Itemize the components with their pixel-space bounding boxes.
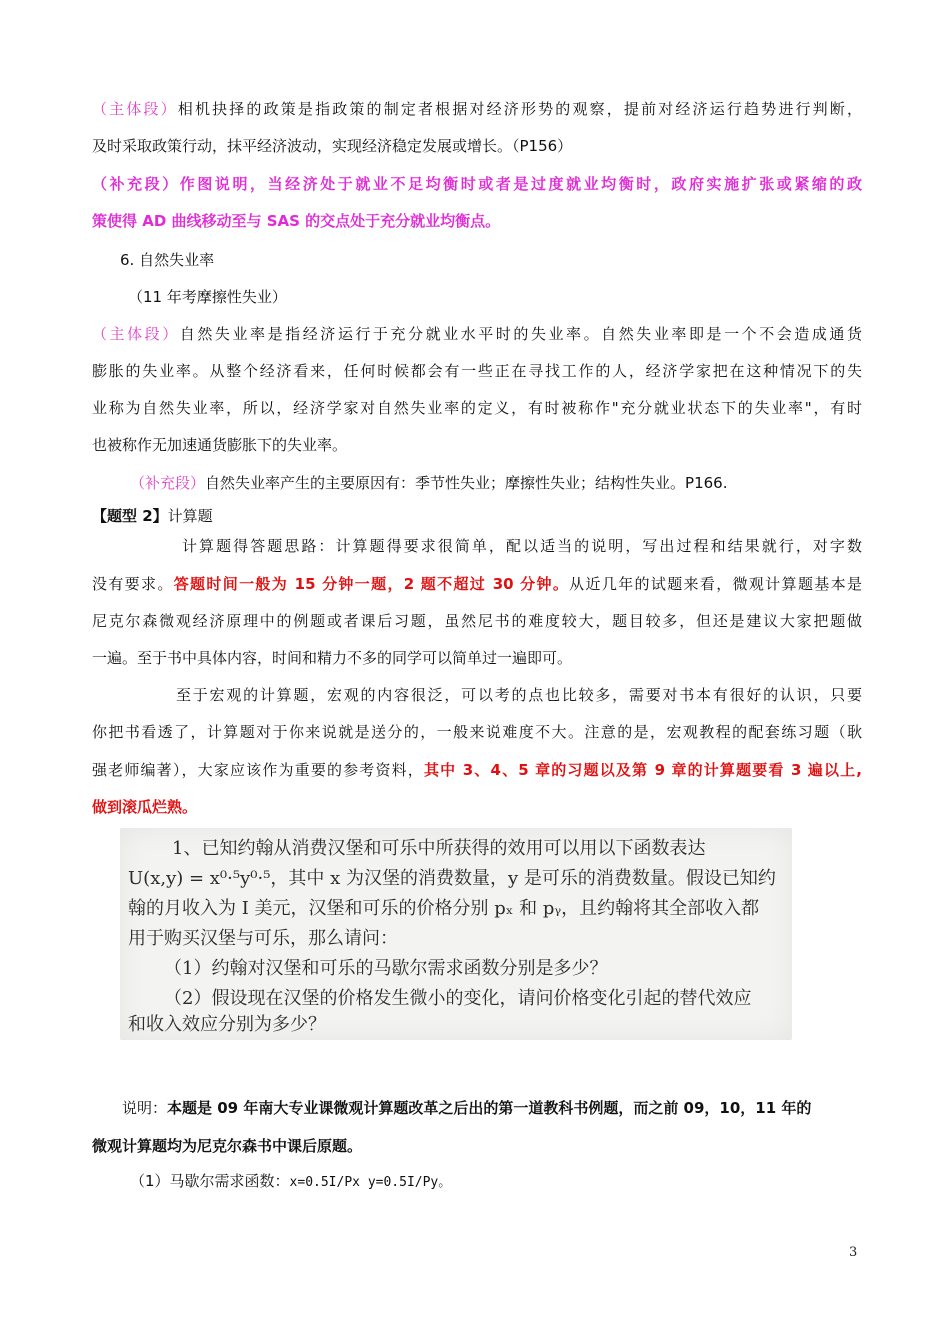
marshallian-demand: [130, 1170, 900, 1194]
paragraph-policy-line-1: [92, 98, 862, 120]
macro-calc-line-4: 做到滚瓜烂熟。: [92, 798, 198, 816]
calc-text: 没有要求。: [92, 575, 174, 593]
paragraph-natural-rate-line-3: 业称为自然失业率，所以，经济学家对自然失业率的定义，有时被称作"充分就业状态下的失业率"，有时: [92, 399, 862, 417]
section-heading-natural-unemployment: 6. 自然失业率: [120, 251, 215, 269]
demand-lead: （1）马歇尔需求函数：: [130, 1172, 290, 1190]
supplement-tag: （补充段）: [130, 474, 206, 492]
scan-line-6: （2）假设现在汉堡的价格发生微小的变化，请问价格变化引起的替代效应: [164, 988, 752, 1009]
scan-line-4: 用于购买汉堡与可乐，那么请问：: [128, 928, 398, 949]
macro-text: 强老师编著），大家应该作为重要的参考资料，: [92, 761, 424, 779]
supplement-causes: [130, 472, 900, 494]
demand-formula: x=0.5I/Px y=0.5I/Py。: [289, 1175, 452, 1190]
body-tag: （主体段）: [92, 100, 178, 118]
paragraph-natural-rate-line-2: 膨胀的失业率。从整个经济看来，任何时候都会有一些正在寻找工作的人，经济学家把在这种情况下的失: [92, 362, 862, 380]
supplement-line-2: 策使得 AD 曲线移动至与 SAS 的交点处于充分就业均衡点。: [92, 212, 501, 230]
explanation-lead: 说明：: [122, 1099, 168, 1117]
paragraph-text: 自然失业率是指经济运行于充分就业水平时的失业率。自然失业率即是一个不会造成通货: [179, 325, 862, 343]
scan-line-7: 和收入效应分别为多少？: [128, 1014, 326, 1035]
macro-calc-line-2: 你把书看透了，计算题对于你来说就是送分的，一般来说难度不大。注意的是，宏观教程的配套练习题（耿: [92, 723, 862, 741]
supplement-line-1: （补充段）作图说明，当经济处于就业不足均衡时或者是过度就业均衡时，政府实施扩张或紧缩的政: [92, 175, 862, 193]
explanation-line-2: 微观计算题均为尼克尔森书中课后原题。: [92, 1137, 363, 1155]
page-number: 3: [849, 1245, 858, 1260]
explanation-bold: 本题是 09 年南大专业课微观计算题改革之后出的第一道教科书例题，而之前 09，10，11 年的: [167, 1099, 812, 1117]
scan-line-5: （1）约翰对汉堡和可乐的马歇尔需求函数分别是多少？: [164, 958, 608, 979]
supplement-text: 自然失业率产生的主要原因有：季节性失业；摩擦性失业；结构性失业。P166.: [205, 474, 728, 492]
calc-approach-line-3: 尼克尔森微观经济原理中的例题或者课后习题，虽然尼书的难度较大，题目较多，但还是建议大家把题做: [92, 612, 862, 630]
question-type-text: 计算题: [167, 507, 213, 525]
calc-text: 从近几年的试题来看，微观计算题基本是: [569, 575, 862, 593]
macro-calc-line-1: 至于宏观的计算题，宏观的内容很泛，可以考的点也比较多，需要对书本有很好的认识，只要: [176, 686, 862, 704]
question-type-label: 【题型 2】: [92, 507, 168, 525]
scan-line-3: 翰的月收入为 I 美元，汉堡和可乐的价格分别 pₓ 和 pᵧ，且约翰将其全部收入都: [128, 898, 760, 919]
calc-approach-line-4: 一遍。至于书中具体内容，时间和精力不多的同学可以简单过一遍即可。: [92, 649, 573, 667]
macro-calc-line-3: [92, 759, 862, 781]
question-type-heading: [92, 505, 862, 527]
time-limit-highlight: 答题时间一般为 15 分钟一题，2 题不超过 30 分钟。: [173, 575, 570, 593]
chapters-highlight: 其中 3、4、5 章的习题以及第 9 章的计算题要看 3 遍以上,: [423, 761, 862, 779]
body-tag: （主体段）: [92, 325, 180, 343]
exam-note: （11 年考摩擦性失业）: [128, 288, 287, 306]
calc-approach-line-1: 计算题得答题思路：计算题得要求很简单，配以适当的说明，写出过程和结果就行，对字数: [182, 537, 862, 555]
explanation-line-1: [122, 1097, 862, 1119]
paragraph-natural-rate-line-4: 也被称作无加速通货膨胀下的失业率。: [92, 436, 348, 454]
calc-approach-line-2: [92, 573, 862, 595]
paragraph-text: 相机抉择的政策是指政策的制定者根据对经济形势的观察，提前对经济运行趋势进行判断，: [177, 100, 862, 118]
paragraph-natural-rate-line-1: [92, 323, 862, 345]
scan-line-2: U(x,y) = x⁰·⁵y⁰·⁵，其中 x 为汉堡的消费数量，y 是可乐的消费数量。假设已知约: [128, 868, 776, 889]
scanned-question-image: [120, 828, 792, 1040]
scan-line-1: 1、已知约翰从消费汉堡和可乐中所获得的效用可以用以下函数表达: [172, 838, 706, 859]
paragraph-policy-line-2: 及时采取政策行动，抹平经济波动，实现经济稳定发展或增长。（P156）: [92, 137, 573, 155]
